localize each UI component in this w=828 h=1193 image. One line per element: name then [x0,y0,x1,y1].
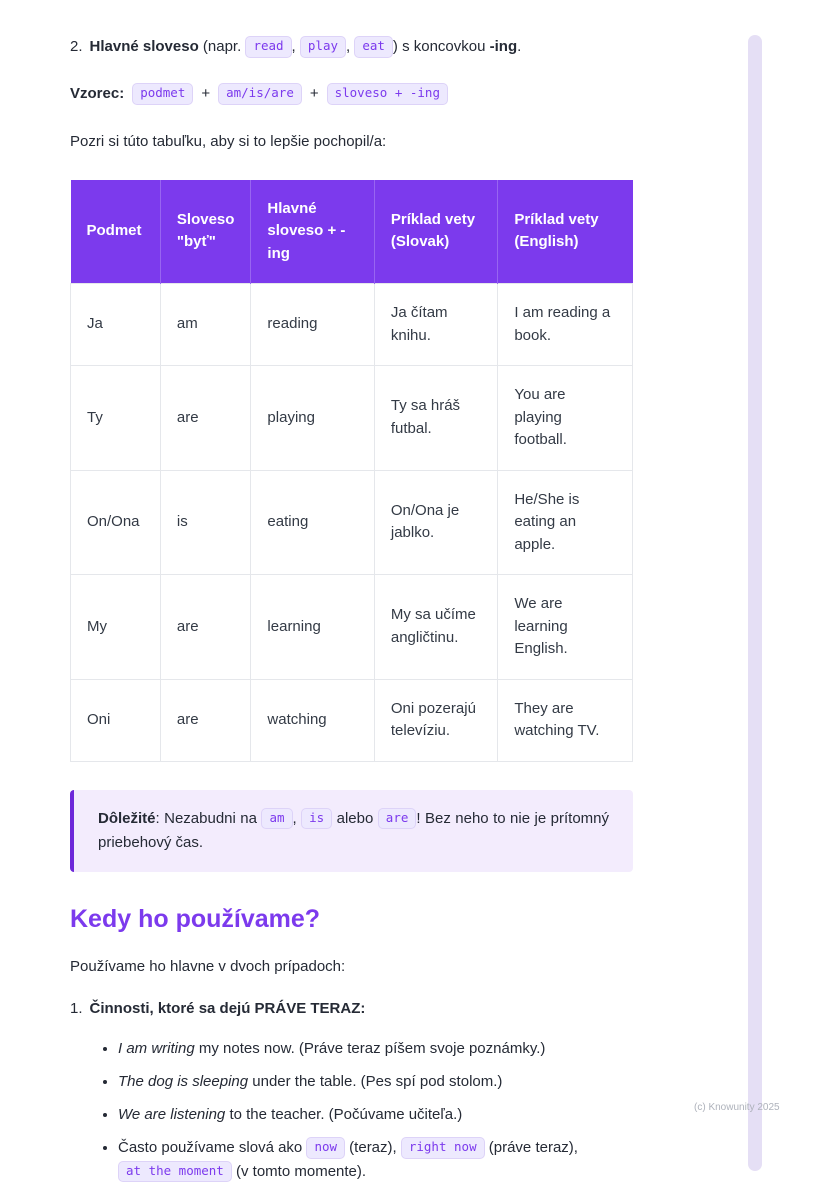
table-header-cell: Hlavné sloveso + -ing [251,180,374,284]
text-fragment: ! Bez neho to nie je prítomný priebehový čas. [98,809,609,851]
examples-list [70,1037,633,1183]
text-fragment: , [346,38,355,55]
italic-text: We are listening [118,1106,226,1123]
table-row [71,366,633,471]
intro-paragraph: Pozri si túto tabuľku, aby si to lepšie pochopil/a: [70,133,387,150]
document-content [70,0,633,1193]
table-cell: On/Ona [71,470,161,575]
table-cell: We are learning English. [498,575,633,680]
table-cell: is [160,470,251,575]
list-item [118,1103,633,1126]
text-fragment: to the teacher. (Počúvame učiteľa.) [225,1106,463,1123]
table-row [71,470,633,575]
table-header-cell: Príklad vety (English) [498,180,633,284]
code-chip: am/is/are [218,83,302,105]
formula-label: Vzorec: [70,84,125,102]
table-cell: They are watching TV. [498,679,633,761]
bold-text: Hlavné sloveso [89,38,199,55]
table-cell: Oni [71,679,161,761]
table-cell: am [160,284,251,366]
code-chip: read [245,36,291,58]
code-chip: is [301,808,332,830]
table-row [71,679,633,761]
text-fragment: under the table. (Pes spí pod stolom.) [248,1072,503,1090]
list-item [118,1136,633,1183]
code-chip: at the moment [118,1161,232,1183]
table-cell: are [160,366,251,471]
table-cell: My sa učíme angličtinu. [374,575,497,680]
table-cell: are [160,575,251,680]
code-chip: now [306,1137,345,1159]
item-number: 2. [70,38,83,55]
plus-sign: + [309,84,319,102]
text-fragment: , [291,38,300,55]
italic-text: I am writing [118,1039,195,1057]
usage-intro: Používame ho hlavne v dvoch prípadoch: [70,957,346,975]
text-fragment: : Nezabudni na [155,809,262,827]
text-fragment: , [292,809,302,827]
italic-text: The dog is sleeping [118,1072,249,1090]
scrollbar-track[interactable] [748,35,762,1171]
important-callout [70,790,633,872]
table-cell: are [160,679,251,761]
table-header [71,180,633,284]
text-fragment: . [517,38,522,55]
item-number: 1. [70,1000,83,1017]
table-cell: reading [251,284,374,366]
watermark: (c) Knowunity 2025 [694,1102,780,1113]
numbered-item-2 [70,36,633,59]
conjugation-table [70,180,633,762]
table-cell: Ja [71,284,161,366]
formula-line [70,83,633,106]
plus-sign: + [201,84,211,102]
code-chip: play [300,36,346,58]
table-cell: eating [251,470,374,575]
code-chip: right now [401,1137,485,1159]
text-fragment: alebo [332,809,378,827]
text-fragment: ) s koncovkou [392,38,490,55]
table-header-cell: Sloveso "byť" [160,180,251,284]
text-fragment: my notes now. (Práve teraz píšem svoje poznámky.) [194,1039,546,1057]
table-header-cell: Podmet [71,180,161,284]
list-item [118,1070,633,1093]
table-cell: He/She is eating an apple. [498,470,633,575]
table-cell: Ty sa hráš futbal. [374,366,497,471]
text-fragment: (práve teraz), [484,1139,578,1157]
table-cell: I am reading a book. [498,284,633,366]
text-fragment: (teraz), [345,1139,401,1157]
table-cell: On/Ona je jablko. [374,470,497,575]
text-fragment: (v tomto momente). [231,1162,367,1180]
item-text [90,36,633,59]
code-chip: podmet [132,83,193,105]
code-chip: am [261,808,292,830]
item-text: Činnosti, ktoré sa dejú PRÁVE TERAZ: [89,1000,366,1017]
code-chip: sloveso + -ing [327,83,448,105]
table-cell: My [71,575,161,680]
table-body [71,284,633,762]
table-cell: watching [251,679,374,761]
table-row [71,284,633,366]
text-fragment: Často používame slová ako [118,1139,307,1157]
callout-label: Dôležité [98,809,156,827]
table-row [71,575,633,680]
list-item [118,1037,633,1060]
table-cell: You are playing football. [498,366,633,471]
text-fragment: (napr. [198,38,246,55]
table-cell: playing [251,366,374,471]
code-chip: eat [354,36,393,58]
table-cell: Ty [71,366,161,471]
bold-text: -ing [489,38,518,55]
table-cell: learning [251,575,374,680]
section-heading: Kedy ho používame? [70,904,321,933]
numbered-item-1 [70,998,633,1021]
table-header-row [71,180,633,284]
table-header-cell: Príklad vety (Slovak) [374,180,497,284]
table-cell: Oni pozerajú televíziu. [374,679,497,761]
code-chip: are [378,808,417,830]
table-cell: Ja čítam knihu. [374,284,497,366]
